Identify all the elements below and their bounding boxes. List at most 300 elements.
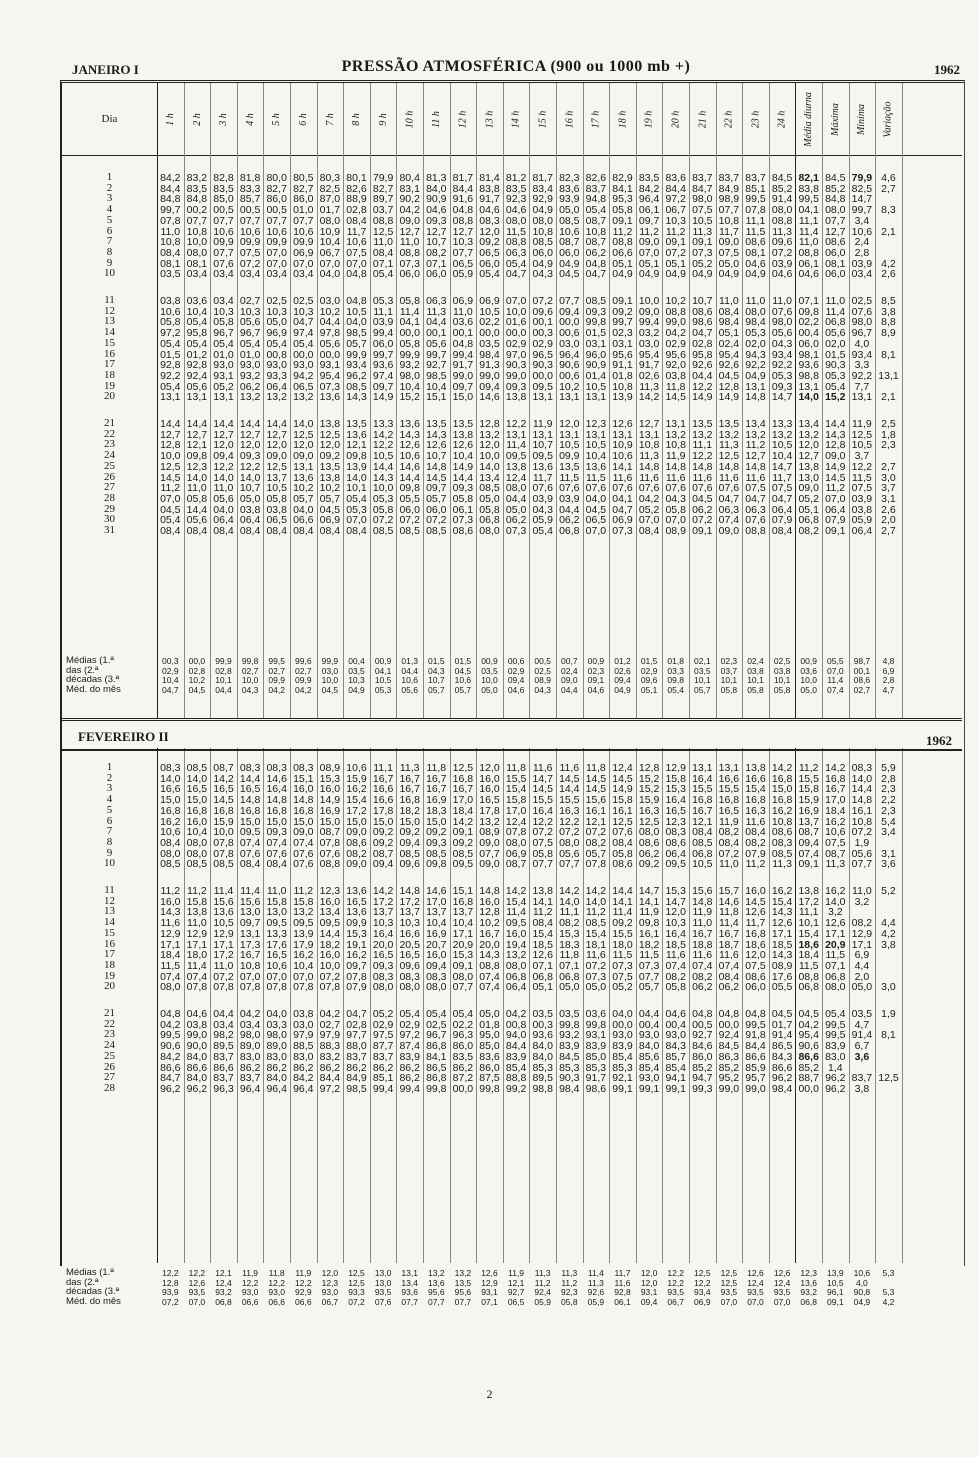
table-cell: 11,3: [772, 858, 792, 871]
table-cell: 08,2: [692, 970, 713, 983]
table-cell: 84,4: [665, 182, 686, 195]
table-cell: 06,6: [612, 246, 633, 259]
table-cell: 85,0: [479, 1040, 500, 1053]
table-cell: 87,7: [372, 1040, 394, 1053]
table-cell: 08,4: [239, 858, 261, 871]
table-cell: 10,0: [186, 236, 208, 249]
table-cell: 94,2: [293, 369, 314, 382]
table-cell: 86,0: [293, 193, 314, 206]
table-cell: 86,6: [160, 1061, 181, 1074]
summary-cell: 03,5: [694, 665, 711, 676]
table-cell: 4,0: [854, 337, 870, 350]
table-cell: 12,2: [692, 380, 713, 393]
table-cell: 12,7: [638, 418, 660, 430]
table-cell: 08,0: [559, 836, 580, 849]
table-cell: 15,4: [532, 927, 553, 940]
table-cell: 17,8: [372, 804, 394, 817]
table-cell: 16,7: [372, 772, 394, 785]
table-cell: 99,4: [372, 327, 394, 340]
table-cell: 07,1: [559, 959, 580, 972]
summary-cell: 12,5: [348, 1277, 365, 1288]
summary-cell: 95,6: [454, 1287, 472, 1297]
table-cell: 85,6: [638, 1050, 660, 1063]
column-header: 18 h: [616, 110, 628, 128]
table-cell: 08,8: [452, 214, 474, 227]
table-cell: 12,7: [239, 428, 261, 441]
table-cell: 86,5: [771, 1040, 793, 1053]
table-cell: 05,4: [585, 204, 607, 217]
table-cell: 04,7: [692, 327, 713, 340]
table-cell: 18,8: [692, 938, 713, 951]
table-cell: 09,3: [239, 450, 261, 463]
table-cell: 98,5: [426, 369, 447, 382]
table-cell: 04,9: [532, 204, 553, 217]
table-cell: 05,4: [426, 1008, 447, 1020]
table-cell: 10,3: [665, 917, 686, 930]
table-cell: 05,8: [372, 503, 394, 516]
column-header-row: [62, 83, 962, 156]
table-cell: 04,8: [452, 204, 474, 217]
summary-cell: 00,0: [188, 656, 206, 666]
table-cell: 06,0: [426, 268, 447, 281]
table-cell: 12,9: [851, 927, 873, 940]
table-cell: 03,5: [532, 1008, 553, 1020]
table-cell: 10,8: [612, 380, 633, 393]
table-cell: 14,9: [452, 460, 474, 473]
summary-cell: 07,0: [773, 1296, 791, 1307]
table-cell: 13,6: [532, 460, 553, 473]
table-cell: 82,5: [319, 182, 341, 195]
table-cell: 10,4: [426, 917, 447, 930]
table-cell: 12,6: [771, 917, 793, 930]
table-cell: 8,9: [881, 327, 896, 340]
table-cell: 85,3: [532, 1061, 553, 1074]
table-cell: 99,1: [665, 1082, 686, 1095]
summary-cell: 92,3: [561, 1287, 578, 1297]
table-cell: 09,7: [452, 380, 474, 393]
table-cell: 15,4: [745, 783, 766, 796]
table-cell: 08,7: [213, 762, 234, 774]
table-cell: 16,0: [745, 885, 766, 897]
table-cell: 98,5: [346, 1082, 367, 1095]
table-cell: 04,5: [771, 1008, 793, 1020]
table-cell: 13,1: [239, 927, 261, 940]
table-cell: 15,1: [426, 391, 447, 404]
table-cell: 06,9: [479, 295, 500, 307]
table-cell: 95,4: [718, 348, 740, 361]
column-header: Máxima: [829, 102, 841, 136]
table-cell: 01,0: [213, 348, 234, 361]
table-cell: 05,7: [585, 847, 607, 860]
table-cell: 99,9: [399, 348, 420, 361]
summary-cell: 13,1: [401, 1268, 418, 1278]
table-cell: 10,3: [452, 236, 474, 249]
summary-cell: 08,6: [853, 675, 871, 685]
table-cell: 84,0: [532, 1040, 553, 1053]
table-cell: 91,4: [771, 193, 793, 206]
table-cell: 18,3: [426, 804, 447, 817]
table-cell: 09,8: [798, 305, 819, 318]
table-cell: 17,2: [399, 895, 420, 908]
table-cell: 14,5: [532, 783, 553, 796]
table-cell: 00,5: [266, 204, 287, 217]
table-cell: 09,5: [532, 380, 553, 393]
summary-label: das (2.ª: [66, 664, 99, 676]
table-cell: 11,6: [665, 949, 686, 962]
table-cell: 07,0: [266, 257, 287, 270]
table-cell: 09,0: [638, 305, 660, 318]
table-cell: 08,5: [532, 236, 553, 249]
table-cell: 04,5: [692, 492, 713, 505]
table-cell: 10,2: [293, 482, 314, 495]
table-cell: 07,5: [239, 246, 261, 259]
table-cell: 99,5: [745, 1018, 766, 1031]
table-cell: 08,5: [585, 295, 607, 307]
table-cell: 86,6: [745, 1050, 766, 1063]
table-cell: 93,6: [372, 359, 394, 372]
table-cell: 93,0: [213, 359, 234, 372]
summary-cell: 07,4: [827, 684, 844, 695]
summary-cell: 13,0: [374, 1268, 392, 1278]
summary-cell: 12,2: [162, 1268, 179, 1278]
table-cell: 04,9: [638, 268, 660, 281]
table-cell: 03,6: [186, 295, 208, 307]
table-cell: 09,5: [505, 450, 527, 463]
summary-cell: 07,0: [720, 1296, 738, 1307]
table-cell: 14,3: [346, 391, 367, 404]
table-cell: 14,4: [160, 418, 181, 430]
table-cell: 05,1: [798, 503, 819, 516]
table-cell: 06,8: [825, 316, 846, 329]
table-cell: 07,0: [638, 514, 660, 527]
table-cell: 98,6: [692, 316, 713, 329]
summary-cell: 05,6: [401, 684, 418, 695]
column-header: 10 h: [404, 110, 416, 128]
table-cell: 11,2: [665, 225, 686, 238]
summary-cell: 04,7: [162, 684, 179, 695]
table-cell: 05,8: [266, 492, 287, 505]
table-cell: 07,8: [186, 981, 208, 994]
table-cell: 14,4: [612, 885, 633, 897]
table-cell: 09,2: [426, 826, 447, 839]
table-cell: 03,1: [612, 337, 633, 350]
table-cell: 83,2: [319, 1050, 341, 1063]
table-cell: 04,8: [692, 1008, 713, 1020]
table-cell: 98,0: [692, 193, 713, 206]
table-cell: 83,4: [532, 182, 553, 195]
table-cell: 11,4: [399, 305, 420, 318]
table-cell: 13,2: [293, 906, 314, 919]
table-cell: 17,0: [505, 804, 527, 817]
table-cell: 14,3: [160, 906, 181, 919]
table-cell: 10,0: [319, 959, 341, 972]
table-cell: 92,8: [160, 359, 181, 372]
table-cell: 06,3: [426, 295, 447, 307]
day-label: 14: [104, 916, 115, 929]
table-cell: 84,5: [559, 1050, 580, 1063]
table-cell: 05,7: [319, 492, 341, 505]
table-cell: 89,7: [372, 193, 394, 206]
table-cell: 83,7: [346, 1050, 367, 1063]
table-cell: 2,8: [854, 246, 870, 259]
table-cell: 09,3: [266, 826, 287, 839]
column-header: 13 h: [483, 110, 495, 128]
table-cell: 06,8: [559, 525, 580, 537]
table-cell: 99,2: [505, 1082, 527, 1095]
table-cell: 01,7: [771, 1018, 793, 1031]
table-cell: 17,8: [479, 804, 500, 817]
table-cell: 04,3: [532, 503, 553, 516]
table-cell: 02,9: [372, 1018, 394, 1031]
table-cell: 08,8: [745, 525, 766, 537]
table-cell: 07,6: [771, 305, 793, 318]
table-cell: 06,5: [479, 246, 500, 259]
table-cell: 05,3: [372, 492, 394, 505]
table-cell: 11,1: [373, 762, 393, 774]
table-cell: 02,9: [665, 337, 686, 350]
table-cell: 03,9: [851, 492, 873, 505]
table-cell: 15,5: [559, 794, 580, 807]
table-cell: 91,6: [452, 193, 474, 206]
table-cell: 17,1: [825, 927, 846, 940]
table-cell: 18,2: [319, 938, 341, 951]
summary-cell: 93,5: [188, 1287, 206, 1297]
table-cell: 00,6: [559, 327, 580, 340]
table-cell: 11,9: [852, 418, 872, 430]
table-cell: 11,2: [586, 906, 606, 919]
summary-cell: 93,2: [800, 1287, 817, 1297]
table-cell: 04,5: [319, 503, 341, 516]
table-cell: 08,4: [745, 826, 766, 839]
table-cell: 12,7: [452, 225, 474, 238]
summary-cell: 03,8: [747, 665, 764, 676]
table-cell: 3,4: [881, 826, 896, 839]
table-cell: 96,2: [186, 1082, 208, 1095]
table-cell: 16,4: [266, 783, 287, 796]
table-cell: 15,0: [346, 815, 367, 828]
table-cell: 11,6: [692, 949, 713, 962]
table-cell: 07,0: [346, 257, 367, 270]
table-cell: 14,0: [186, 471, 208, 484]
table-cell: 05,4: [399, 1008, 420, 1020]
table-cell: 11,8: [586, 762, 606, 774]
table-cell: 12,7: [186, 428, 208, 441]
table-cell: 88,0: [346, 1040, 367, 1053]
summary-cell: 11,9: [508, 1268, 525, 1278]
table-cell: 08,3: [399, 970, 420, 983]
table-cell: 08,0: [186, 836, 208, 849]
table-cell: 99,0: [505, 369, 527, 382]
table-cell: 13,2: [293, 391, 314, 404]
table-cell: 16,8: [745, 927, 766, 940]
table-cell: 08,0: [319, 214, 341, 227]
table-cell: 15,3: [452, 949, 474, 962]
table-cell: 05,6: [851, 847, 873, 860]
table-cell: 13,3: [771, 418, 793, 430]
table-cell: 05,0: [266, 316, 287, 329]
table-cell: 16,3: [559, 804, 580, 817]
table-cell: 02,2: [452, 1018, 474, 1031]
summary-cell: 05,4: [667, 684, 684, 695]
table-cell: 12,8: [825, 439, 846, 452]
table-cell: 16,8: [692, 794, 713, 807]
table-cell: 01,0: [239, 348, 261, 361]
table-cell: 00,0: [399, 327, 420, 340]
table-cell: 16,0: [186, 815, 208, 828]
table-cell: 07,6: [239, 847, 261, 860]
table-cell: 08,5: [186, 858, 208, 871]
table-cell: 07,9: [346, 981, 367, 994]
table-cell: 86,2: [372, 1061, 394, 1074]
table-cell: 12,2: [213, 460, 234, 473]
table-cell: 06,0: [479, 257, 500, 270]
table-cell: 04,7: [293, 316, 314, 329]
table-cell: 07,8: [745, 204, 766, 217]
table-cell: 03,2: [638, 327, 660, 340]
table-cell: 86,5: [426, 1061, 447, 1074]
table-cell: 09,7: [372, 380, 394, 393]
table-cell: 13,5: [452, 418, 474, 430]
table-cell: 11,1: [559, 906, 580, 919]
table-cell: 03,8: [851, 503, 873, 516]
table-cell: 11,6: [559, 762, 580, 774]
table-cell: 14,7: [771, 460, 793, 473]
table-cell: 14,0: [825, 895, 846, 908]
table-cell: 10,6: [293, 225, 314, 238]
table-cell: 07,6: [293, 858, 314, 871]
table-cell: 14,3: [825, 428, 846, 441]
table-cell: 14,7: [665, 895, 686, 908]
table-cell: 06,0: [426, 503, 447, 516]
table-cell: 14,8: [692, 460, 713, 473]
summary-cell: 12,2: [268, 1277, 285, 1288]
table-cell: 06,2: [638, 847, 660, 860]
table-cell: 05,0: [559, 981, 580, 994]
table-cell: 10,3: [239, 305, 261, 318]
table-cell: 08,6: [745, 236, 766, 249]
table-cell: 98,1: [798, 348, 819, 361]
table-cell: 15,8: [266, 895, 287, 908]
table-cell: 07,5: [745, 482, 766, 495]
table-cell: 15,6: [213, 895, 234, 908]
summary-cell: 10,1: [720, 675, 738, 685]
table-cell: 10,5: [692, 858, 713, 871]
table-cell: 14,2: [585, 885, 607, 897]
table-cell: 93,2: [559, 1029, 580, 1042]
summary-cell: 12,2: [667, 1277, 684, 1288]
table-cell: 14,1: [532, 895, 553, 908]
table-cell: 13,2: [798, 428, 819, 441]
table-cell: 00,5: [239, 204, 261, 217]
table-cell: 86,3: [718, 1050, 740, 1063]
table-cell: 04,0: [585, 492, 607, 505]
table-cell: 82,8: [213, 172, 234, 184]
table-cell: 16,5: [479, 794, 500, 807]
table-cell: 16,8: [399, 794, 420, 807]
table-cell: 05,0: [559, 204, 580, 217]
table-cell: 09,6: [771, 236, 793, 249]
summary-cell: 02,9: [507, 665, 525, 676]
table-cell: 05,2: [638, 503, 660, 516]
table-cell: 10,7: [239, 482, 261, 495]
summary-cell: 00,5: [534, 656, 551, 666]
table-cell: 07,0: [266, 246, 287, 259]
table-cell: 08,8: [798, 970, 819, 983]
table-cell: 11,5: [639, 949, 659, 962]
table-cell: 15,5: [532, 794, 553, 807]
table-cell: 16,7: [692, 804, 713, 817]
table-cell: 04,9: [559, 257, 580, 270]
table-cell: 13,8: [186, 906, 208, 919]
table-cell: 3,8: [881, 305, 896, 318]
table-cell: 03,8: [665, 369, 686, 382]
table-cell: 96,2: [160, 1082, 181, 1095]
table-cell: 92,7: [692, 1029, 713, 1042]
table-cell: 08,8: [665, 305, 686, 318]
table-cell: 93,2: [399, 359, 420, 372]
summary-cell: 4,0: [855, 1277, 868, 1288]
table-cell: 8,3: [881, 204, 896, 217]
summary-cell: 10,1: [215, 675, 232, 685]
table-cell: 97,9: [319, 1029, 341, 1042]
table-cell: 85,2: [825, 182, 846, 195]
table-cell: 07,1: [532, 959, 553, 972]
table-cell: 2,8: [881, 772, 896, 785]
table-cell: 08,4: [532, 917, 553, 930]
table-cell: 07,8: [213, 847, 234, 860]
table-cell: 11,5: [506, 225, 526, 238]
table-cell: 98,8: [532, 1082, 553, 1095]
summary-cell: 10,4: [162, 675, 179, 685]
table-cell: 97,2: [160, 327, 181, 340]
table-cell: 10,7: [426, 450, 447, 463]
table-cell: 11,7: [719, 225, 739, 238]
table-cell: 84,6: [692, 1040, 713, 1053]
table-cell: 83,5: [638, 172, 660, 184]
column-header: Mínima: [856, 103, 868, 135]
table-cell: 13,8: [452, 428, 474, 441]
table-cell: 07,4: [266, 836, 287, 849]
table-cell: 12,3: [585, 418, 607, 430]
table-cell: 09,4: [399, 836, 420, 849]
table-cell: 99,5: [160, 1029, 181, 1042]
summary-cell: 12,2: [188, 1268, 206, 1278]
table-cell: 14,0: [293, 418, 314, 430]
table-cell: 12,7: [266, 428, 287, 441]
table-cell: 84,4: [319, 1072, 341, 1085]
table-cell: 15,3: [319, 772, 341, 785]
table-cell: 98,4: [771, 1082, 793, 1095]
table-cell: 09,4: [213, 450, 234, 463]
table-cell: 08,6: [745, 970, 766, 983]
table-cell: 92,2: [771, 359, 793, 372]
table-cell: 14,0: [798, 391, 819, 404]
table-cell: 98,4: [718, 316, 740, 329]
table-cell: 07,7: [186, 214, 208, 227]
table-cell: 85,4: [665, 1061, 686, 1074]
table-cell: 13,1: [585, 391, 607, 404]
summary-cell: 11,3: [561, 1268, 578, 1278]
table-cell: 14,1: [612, 460, 633, 473]
table-cell: 15,8: [186, 895, 208, 908]
table-cell: 86,6: [186, 1061, 208, 1074]
table-cell: 15,1: [293, 772, 314, 785]
table-cell: 06,8: [825, 970, 846, 983]
table-cell: 14,8: [266, 794, 287, 807]
summary-cell: 02,9: [640, 665, 658, 676]
summary-cell: 2,8: [882, 675, 895, 685]
table-cell: 13,0: [266, 906, 287, 919]
